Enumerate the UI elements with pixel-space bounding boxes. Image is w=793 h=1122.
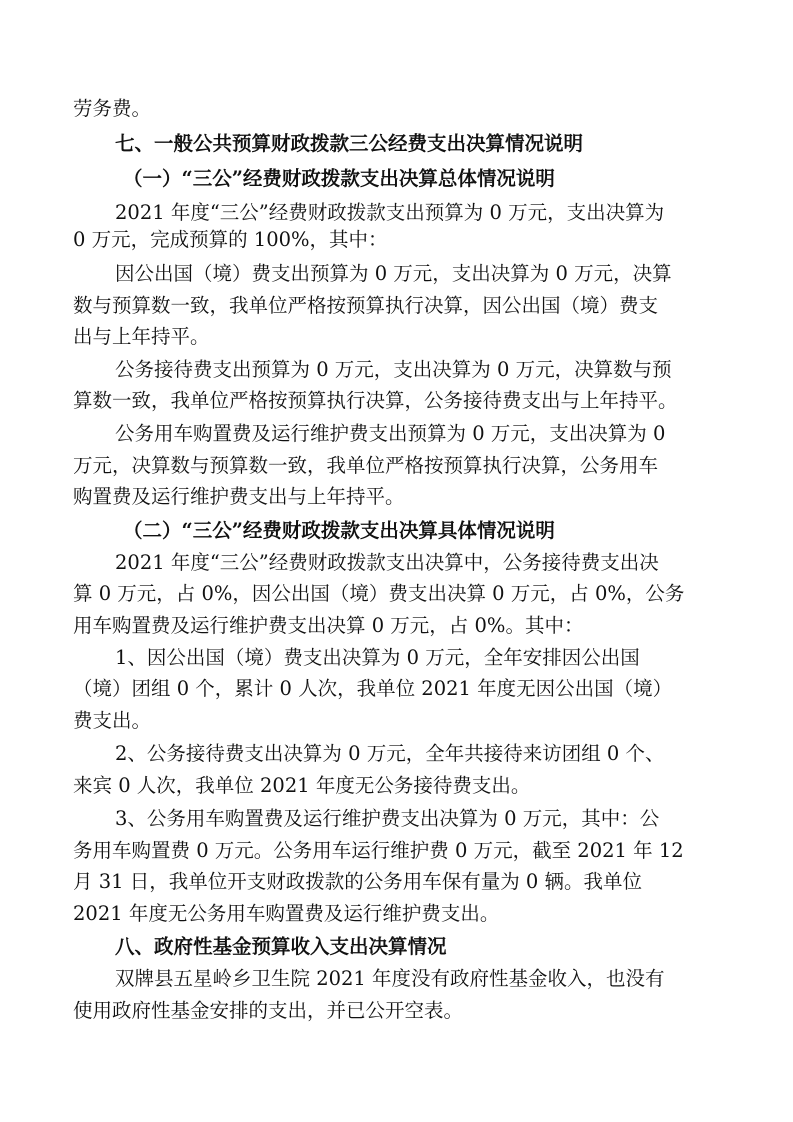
text-line: 务用车购置费 0 万元。公务用车运行维护费 0 万元，截至 2021 年 12 — [73, 839, 684, 862]
text-line: 使用政府性基金安排的支出，并已公开空表。 — [73, 999, 464, 1022]
text-line: 双牌县五星岭乡卫生院 2021 年度没有政府性基金收入，也没有 — [115, 967, 665, 990]
text-line: 2021 年度“三公”经费财政拨款支出决算中，公务接待费支出决 — [115, 551, 659, 574]
text-line: 算数一致，我单位严格按预算执行决算，公务接待费支出与上年持平。 — [73, 389, 678, 412]
text-line: 0 万元，完成预算的 100%，其中： — [73, 228, 388, 251]
text-line: 用车购置费及运行维护费支出决算 0 万元，占 0%。其中： — [73, 614, 584, 637]
text-line: 万元，决算数与预算数一致，我单位严格按预算执行决算，公务用车 — [73, 454, 659, 477]
text-line: 购置费及运行维护费支出与上年持平。 — [73, 485, 405, 508]
text-line: 公务用车购置费及运行维护费支出预算为 0 万元，支出决算为 0 — [115, 422, 666, 445]
subsection-heading: （一）“三公”经费财政拨款支出决算总体情况说明 — [123, 167, 555, 190]
text-line: 费支出。 — [73, 709, 152, 732]
text-line: 公务接待费支出预算为 0 万元，支出决算为 0 万元，决算数与预 — [115, 358, 672, 381]
text-line: 算 0 万元，占 0%，因公出国（境）费支出决算 0 万元，占 0%，公务 — [73, 582, 685, 605]
text-line: 2、公务接待费支出决算为 0 万元，全年共接待来访团组 0 个、 — [115, 742, 665, 765]
section-heading: 八、政府性基金预算收入支出决算情况 — [115, 935, 447, 958]
text-line: 来宾 0 人次，我单位 2021 年度无公务接待费支出。 — [73, 774, 531, 797]
text-line: 3、公务用车购置费及运行维护费支出决算为 0 万元，其中：公 — [115, 807, 660, 830]
text-line: 2021 年度无公务用车购置费及运行维护费支出。 — [73, 902, 500, 925]
text-line: 劳务费。 — [73, 97, 152, 120]
text-line: 出与上年持平。 — [73, 325, 210, 348]
text-line: （境）团组 0 个，累计 0 人次，我单位 2021 年度无因公出国（境） — [73, 677, 673, 700]
section-heading: 七、一般公共预算财政拨款三公经费支出决算情况说明 — [115, 132, 584, 155]
text-line: 因公出国（境）费支出预算为 0 万元，支出决算为 0 万元，决算 — [115, 262, 672, 285]
text-line: 数与预算数一致，我单位严格按预算执行决算，因公出国（境）费支 — [73, 294, 659, 317]
text-line: 1、因公出国（境）费支出决算为 0 万元，全年安排因公出国 — [115, 646, 640, 669]
text-line: 2021 年度“三公”经费财政拨款支出预算为 0 万元，支出决算为 — [115, 201, 665, 224]
text-line: 月 31 日，我单位开支财政拨款的公务用车保有量为 0 辆。我单位 — [73, 870, 643, 893]
subsection-heading: （二）“三公”经费财政拨款支出决算具体情况说明 — [123, 519, 555, 542]
